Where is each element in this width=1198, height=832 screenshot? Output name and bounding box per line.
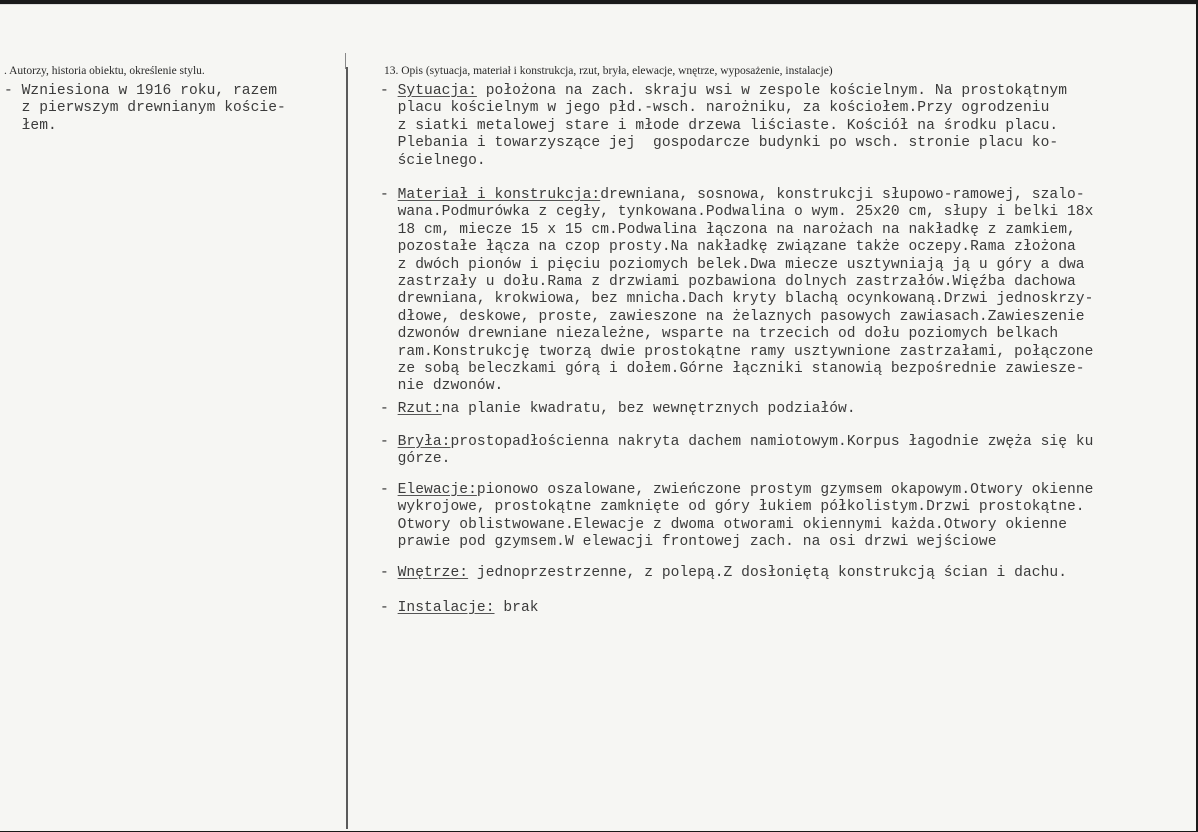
bullet-dash: - — [380, 482, 398, 498]
section-bryla — [380, 434, 1093, 469]
section-first-line: jednoprzestrzenne, z polepą.Z dosłoniętą konstrukcją ścian i dachu. — [468, 565, 1068, 581]
section-first-line: drewniana, sosnowa, konstrukcji słupowo-ramowej, szalo- — [600, 187, 1085, 203]
section-first-line: brak — [494, 600, 539, 616]
left-column-header: . Autorzy, historia obiektu, określenie stylu. — [4, 65, 205, 77]
section-label: Materiał i konstrukcja: — [397, 187, 601, 203]
bullet-dash: - — [380, 187, 398, 203]
bullet-dash: - — [380, 565, 398, 581]
section-body: górze. — [380, 451, 451, 468]
section-wnetrze — [380, 565, 1067, 582]
section-sytuacja — [380, 83, 1067, 170]
section-label: Elewacje: — [397, 482, 477, 498]
section-elewacje — [380, 482, 1093, 552]
section-body: wykrojowe, prostokątne zamknięte od góry łukiem półkolistym.Drzwi prostokątne. Otwory oblistwowane.Elewacje z dwoma otworami okiennymi każda.Otwory okienne prawie pod gzymsem.W elewacji frontowej zach. na osi drzwi wejściowe — [397, 499, 1085, 551]
section-label: Instalacje: — [397, 600, 495, 616]
section-first-line: na planie kwadratu, bez wewnętrznych podziałów. — [441, 401, 856, 417]
section-body: placu kościelnym w jego płd.-wsch. narożniku, za kościołem.Przy ogrodzeniu z siatki metalowej stare i młode drzewa liściaste. Kościół na środku placu. Plebania i towarzyszące jej gospodarcze budynki po wsch. stronie placu ko- ścielnego. — [397, 100, 1059, 169]
section-label: Sytuacja: — [397, 83, 477, 99]
section-first-line: prostopadłościenna nakryta dachem namiotowym.Korpus łagodnie zwęża się ku — [450, 434, 1094, 450]
section-first-line: pionowo oszalowane, zwieńczone prostym gzymsem okapowym.Otwory okienne — [476, 482, 1094, 498]
section-label: Wnętrze: — [397, 565, 469, 581]
bullet-dash: - — [380, 401, 398, 417]
document-sheet — [0, 4, 1196, 831]
column-divider — [346, 67, 348, 829]
section-label: Bryła: — [397, 434, 451, 450]
bullet-dash: - — [380, 434, 398, 450]
bullet-dash: - — [380, 600, 398, 616]
section-body: wana.Podmurówka z cegły, tynkowana.Podwalina o wym. 25x20 cm, słupy i belki 18x 18 cm, miecze 15 x 15 cm.Podwalina łączona na narożach na nakładkę z zamkiem, pozostałe łącza na czop prosty.Na nakładkę związane także oczepy.Rama złożona z dwóch pionów i pięciu poziomych belek.Dwa miecze usztywniają ją u góry a dwa zastrzały u dołu.Rama z drzwiami pozbawiona dolnych zastrzałów.Więźba dachowa drewniana, krokwiowa, bez mnicha.Dach kryty blachą ocynkowaną.Drzwi jednoskrzy- dłowe, deskowe, proste, zawieszone na żelaznych pasowych zawiasach.Zawieszenie dzwonów drewniane niezależne, wsparte na trzecich od dołu poziomych belkach ram.Konstrukcję tworzą dwie prostokątne ramy usztywnione zastrzałami, połączone ze sobą beleczkami górą i dołem.Górne łączniki stanowią bezpośrednie zawiesze- nie dzwonów. — [397, 204, 1094, 395]
bullet-dash: - — [380, 83, 398, 99]
right-column-header: 13. Opis (sytuacja, materiał i konstrukcja, rzut, bryła, elewacje, wnętrze, wyposażenie, instalacje) — [384, 65, 833, 77]
history-entry: - Wzniesiona w 1916 roku, razem z pierwszym drewnianym koście- łem. — [4, 83, 286, 134]
section-material-konstrukcja — [380, 187, 1093, 396]
section-rzut — [380, 401, 856, 418]
section-label: Rzut: — [397, 401, 442, 417]
section-first-line: położona na zach. skraju wsi w zespole kościelnym. Na prostokątnym — [476, 83, 1068, 99]
section-instalacje — [380, 600, 539, 617]
